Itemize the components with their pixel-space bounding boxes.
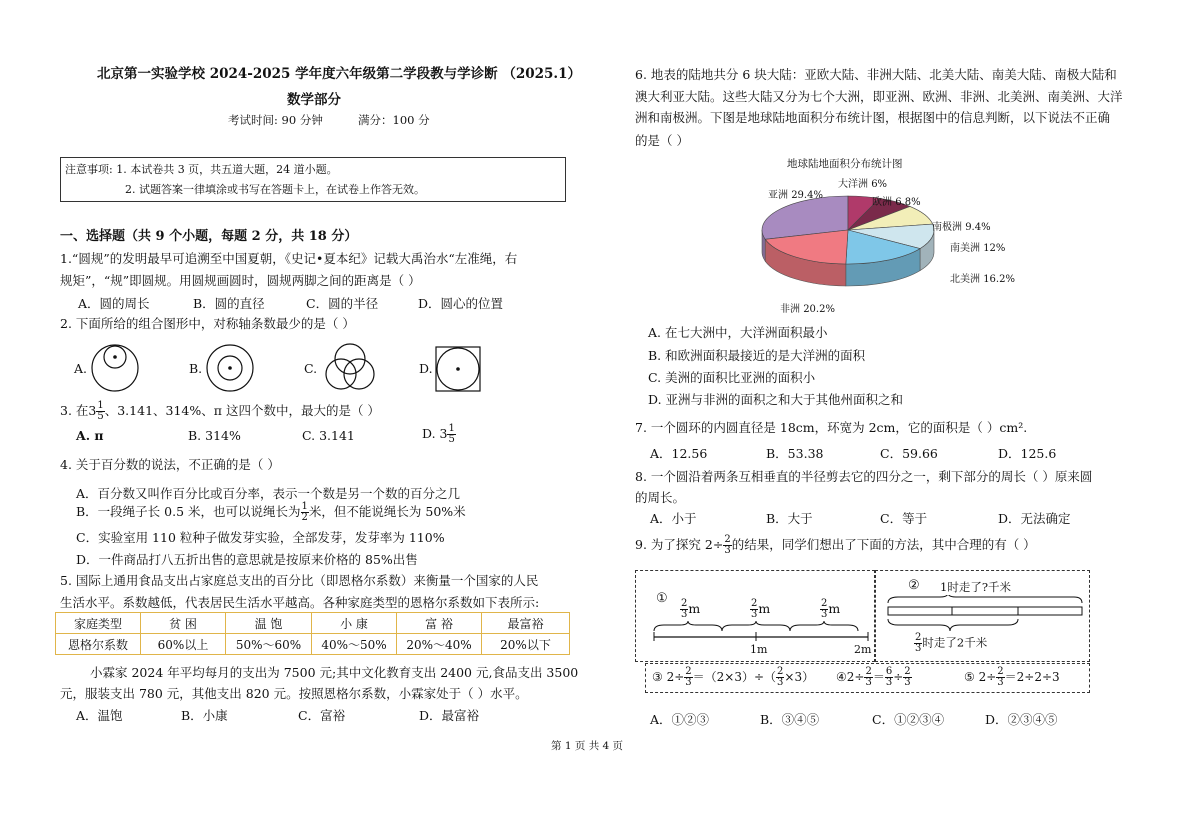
exam-title: 北京第一实验学校 2024-2025 学年度六年级第二学段教与学诊断 （2025.1）	[97, 66, 582, 82]
q6-line-2: 澳大利亚大陆。这些大陆又分为七个大洲，即亚洲、欧洲、非洲、北美洲、南美洲、大洋	[635, 89, 1123, 104]
q7-option-d: D．125.6	[998, 446, 1057, 461]
one-meter-label: 1m	[750, 643, 768, 656]
pie-label-europe: 欧洲 6.8%	[872, 197, 921, 208]
q6-line-3: 洲和南极洲。下图是地球陆地面积分布统计图，根据图中的信息判断，以下说法不正确	[635, 110, 1111, 125]
notice-box	[60, 157, 566, 202]
table-row	[56, 613, 570, 634]
q4-option-c: C．实验室用 110 粒种子做发芽实验，全部发芽，发芽率为 110%	[76, 530, 445, 545]
method-2-label: ②	[908, 578, 920, 593]
two-meter-label: 2m	[854, 643, 872, 656]
notice-line-2: 2. 试题答案一律填涂或书写在答题卡上，在试卷上作答无效。	[125, 183, 425, 196]
q2-label-d: D.	[419, 361, 433, 376]
q5-line-3: 小霖家 2024 年平均每月的支出为 7500 元;其中文化教育支出 2400 元,食品支出 3500	[90, 665, 579, 680]
q6-option-c: C. 美洲的面积比亚洲的面积小	[648, 370, 816, 385]
notice-line-1: 注意事项: 1. 本试卷共 3 页，共五道大题，24 道小题。	[65, 163, 338, 176]
table-row	[56, 634, 570, 655]
q6-option-b: B. 和欧洲面积最接近的是大洋洲的面积	[648, 348, 866, 363]
q1-line-1: 1.“圆规”的发明最早可追溯至中国夏朝，《史记•夏本纪》记载大禹治水“左准绳，右	[60, 251, 518, 266]
q5-option-d: D．最富裕	[419, 708, 480, 723]
q9-stem: 9. 为了探究 2÷ $\frac{2}{3}$ 的结果，同学们想出了下面的方法，其中合理的有（ ）	[635, 534, 1036, 556]
q5-line-4: 元，服装支出 780 元，其他支出 820 元。按照恩格尔系数，小霖家处于（ ）水平。	[60, 686, 528, 701]
q3-fraction: $\frac{1}{5}$	[97, 400, 104, 422]
q3-option-c: C. 3.141	[302, 428, 355, 443]
pie-label-asia: 亚洲 29.4%	[768, 190, 823, 201]
q3-stem	[60, 401, 380, 422]
q1-option-b: B．圆的直径	[193, 296, 265, 311]
q2-label-c: C.	[304, 361, 318, 376]
q8-option-c: C．等于	[880, 511, 928, 526]
q2-figure-a	[90, 343, 140, 393]
segment-label-2: $\frac{2}{3}$ m	[751, 598, 771, 620]
table-cell: 富 裕	[397, 613, 482, 634]
table-cell: 60%以上	[141, 634, 226, 655]
segment-label-1: $\frac{2}{3}$ m	[681, 598, 701, 620]
segment-label-3: $\frac{2}{3}$ m	[821, 598, 841, 620]
pie-label-oceania: 大洋洲 6%	[838, 179, 888, 190]
section-heading: 一、选择题（共 9 个小题，每题 2 分，共 18 分）	[60, 229, 358, 244]
q2-label-b: B.	[189, 361, 203, 376]
q8-line-1: 8. 一个圆沿着两条互相垂直的半径剪去它的四分之一，剩下部分的周长（ ）原来圆	[635, 469, 1093, 484]
full-score: 满分：100 分	[358, 113, 430, 127]
q5-option-a: A．温饱	[76, 708, 123, 723]
q8-option-d: D．无法确定	[998, 511, 1071, 526]
q1-line-2: 规矩”，“规”即圆规。用圆规画圆时，圆规两脚之间的距离是（ ）	[60, 273, 421, 288]
q6-line-4: 的是（ ）	[635, 133, 689, 148]
exam-time: 考试时间: 90 分钟	[228, 113, 323, 127]
question-top-label: 1时走了?千米	[940, 580, 1011, 594]
q3-stem-start: 3. 在3	[60, 403, 97, 418]
engel-table	[55, 612, 570, 655]
q5-line-1: 5. 国际上通用食品支出占家庭总支出的百分比（即恩格尔系数）来衡量一个国家的人民	[60, 573, 539, 588]
table-cell: 小 康	[312, 613, 397, 634]
q8-line-2: 的周长。	[635, 490, 686, 505]
q4-stem: 4. 关于百分数的说法，不正确的是（ ）	[60, 457, 280, 472]
q5-option-b: B．小康	[181, 708, 228, 723]
q6-option-d: D. 亚洲与非洲的面积之和大于其他州面积之和	[648, 392, 904, 407]
q3-option-b: B. 314%	[188, 428, 241, 443]
method-4: ④2÷ $\frac{2}{3}$ ＝ $\frac{6}{3}$ ÷ $\frac{2}{3}$	[836, 666, 911, 688]
line-segment-diagram	[884, 595, 1084, 635]
q1-option-a: A．圆的周长	[78, 296, 150, 311]
method-1-box	[635, 570, 875, 662]
q2-label-a: A.	[74, 361, 88, 376]
question-bottom-label: $\frac{2}{3}$ 时走了2千米	[915, 632, 988, 654]
q1-option-d: D．圆心的位置	[418, 296, 504, 311]
pie-label-south-america: 南美洲 12%	[950, 243, 1006, 254]
q9-option-b: B．③④⑤	[760, 712, 820, 727]
q9-option-c: C．①②③④	[872, 712, 945, 727]
method-3-5-box	[645, 663, 1090, 693]
q2-figure-d	[434, 345, 482, 393]
q6-option-a: A. 在七大洲中，大洋洲面积最小	[648, 325, 828, 340]
method-3: ③ 2÷ $\frac{2}{3}$ ＝（2×3）÷（ $\frac{2}{3}$ ×3）	[652, 666, 815, 688]
q2-stem: 2. 下面所给的组合图形中，对称轴条数最少的是（ ）	[60, 316, 355, 331]
table-cell: 家庭类型	[56, 613, 141, 634]
pie-label-north-america: 北美洲 16.2%	[950, 274, 1015, 285]
table-cell: 40%～50%	[312, 634, 397, 655]
page-footer: 第 1 页 共 4 页	[551, 740, 624, 752]
q4-option-b: B．一段绳子长 0.5 米，也可以说绳长为 $\frac{1}{2}$ 米，但不能说绳长为 50%米	[76, 501, 466, 523]
q2-figure-c	[322, 341, 378, 395]
q7-option-c: C．59.66	[880, 446, 938, 461]
table-cell: 50%～60%	[226, 634, 312, 655]
section-subtitle: 数学部分	[287, 92, 341, 108]
q5-line-2: 生活水平。系数越低，代表居民生活水平越高。各种家庭类型的恩格尔系数如下表所示:	[60, 595, 540, 610]
pie-label-antarctica: 南极洲 9.4%	[932, 222, 991, 233]
q3-option-a: A. π	[76, 428, 104, 443]
method-2-box	[875, 570, 1090, 662]
table-cell: 贫 困	[141, 613, 226, 634]
q6-line-1: 6. 地表的陆地共分 6 块大陆：亚欧大陆、非洲大陆、北美大陆、南美大陆、南极大陆和	[635, 67, 1117, 82]
method-1-label: ①	[656, 591, 668, 606]
table-cell: 恩格尔系数	[56, 634, 141, 655]
method-5: ⑤ 2÷ $\frac{2}{3}$ ＝2÷2÷3	[964, 666, 1060, 688]
q8-option-b: B．大于	[766, 511, 813, 526]
chart-title: 地球陆地面积分布统计图	[787, 158, 903, 170]
q7-option-b: B．53.38	[766, 446, 824, 461]
q1-option-c: C．圆的半径	[306, 296, 379, 311]
number-line	[650, 621, 872, 645]
q8-option-a: A．小于	[650, 511, 697, 526]
q5-option-c: C．富裕	[298, 708, 346, 723]
q9-option-a: A．①②③	[650, 712, 710, 727]
table-cell: 最富裕	[482, 613, 570, 634]
table-cell: 20%以下	[482, 634, 570, 655]
q7-option-a: A．12.56	[650, 446, 708, 461]
q3-option-d: D. 3 $\frac{1}{5}$	[422, 423, 455, 445]
table-cell: 温 饱	[226, 613, 312, 634]
q2-figure-b	[205, 343, 255, 393]
q4-option-d: D．一件商品打八五折出售的意思就是按原来价格的 85%出售	[76, 552, 418, 567]
q7-stem: 7. 一个圆环的内圆直径是 18cm，环宽为 2cm，它的面积是（ ）cm².	[635, 420, 1028, 435]
table-cell: 20%～40%	[397, 634, 482, 655]
q4-option-a: A．百分数又叫作百分比或百分率，表示一个数是另一个数的百分之几	[76, 486, 461, 501]
q9-option-d: D．②③④⑤	[985, 712, 1058, 727]
q3-stem-end: 、3.141、314%、π 这四个数中，最大的是（ ）	[104, 403, 380, 418]
pie-label-africa: 非洲 20.2%	[780, 304, 835, 315]
